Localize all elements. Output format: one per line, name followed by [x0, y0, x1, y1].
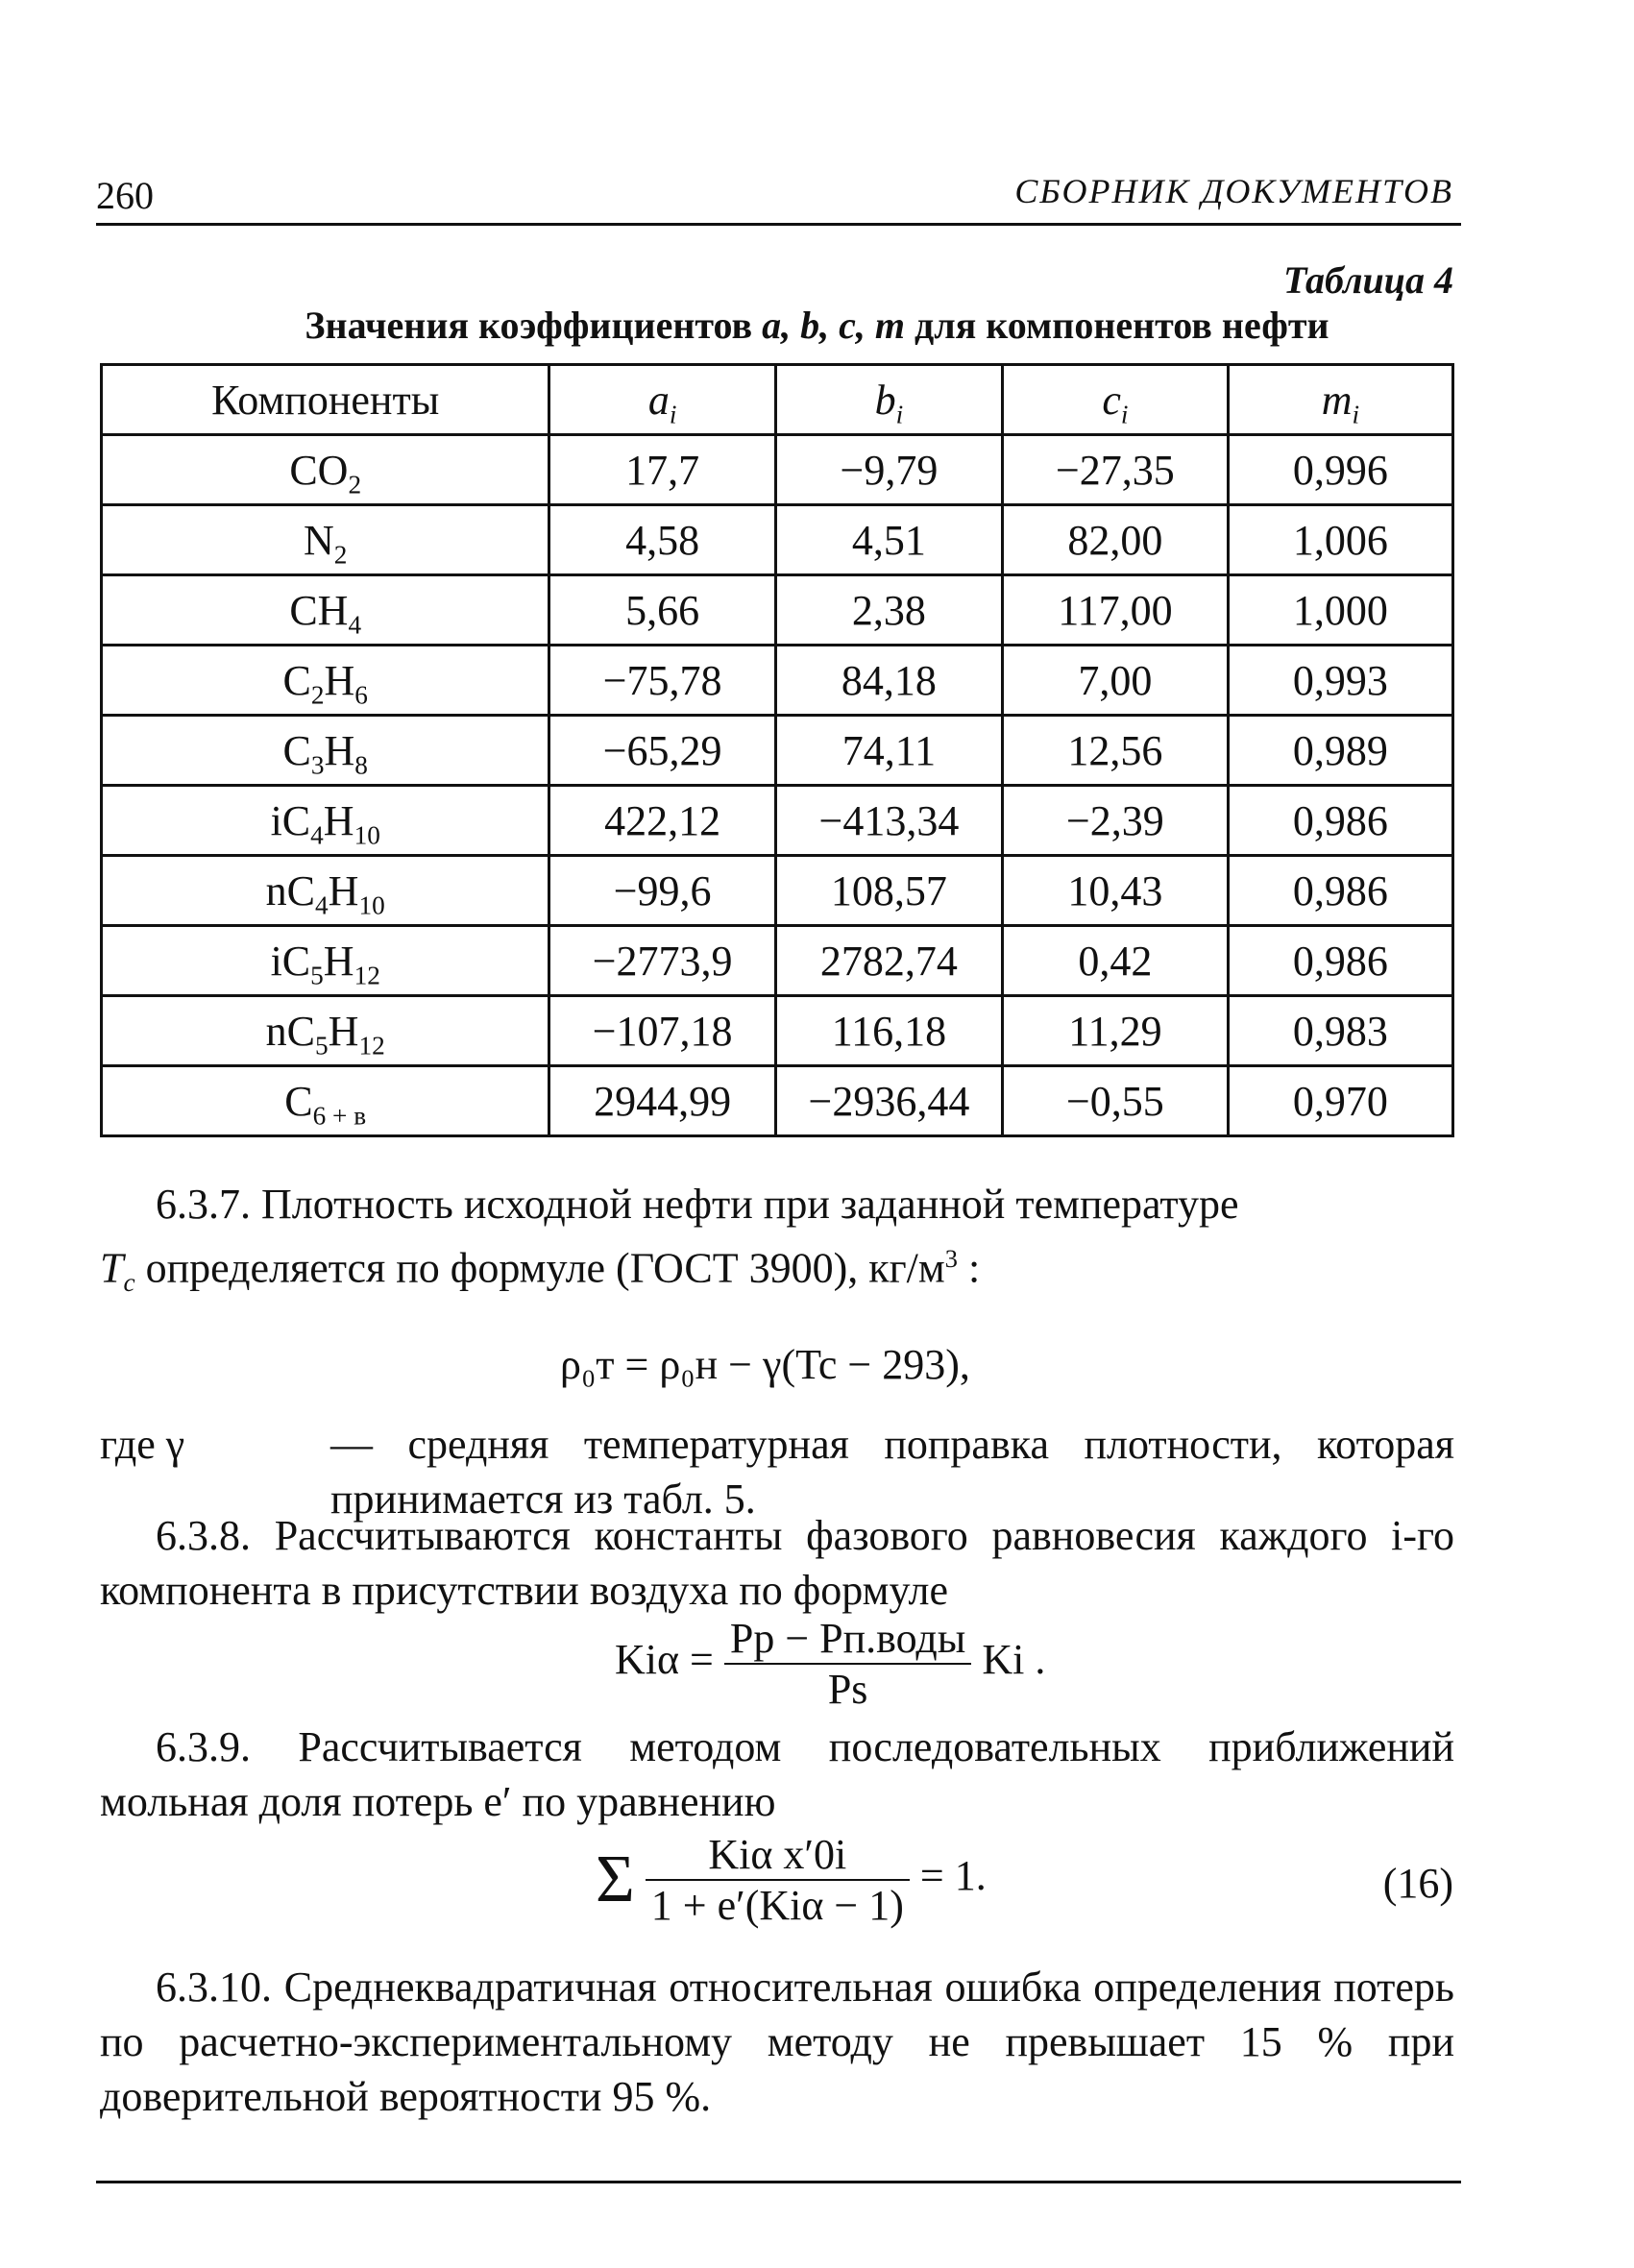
value-b-cell: −9,79: [775, 435, 1002, 505]
value-m-cell: 1,006: [1228, 505, 1452, 575]
value-m-cell: 0,986: [1228, 856, 1452, 926]
value-c-cell: 7,00: [1002, 646, 1228, 716]
equation-number: (16): [1382, 1860, 1453, 1907]
component-cell: $iC_4H_{10}$: [102, 786, 549, 856]
table-row: [102, 716, 1453, 786]
component-cell: $N_2$: [102, 505, 549, 575]
value-b-cell: 108,57: [775, 856, 1002, 926]
paragraph-6-3-9: 6.3.9. Рассчитывается методом последовательных приближений мольная доля потерь e′ по уравнению: [100, 1723, 1454, 1825]
value-a-cell: 17,7: [549, 435, 775, 505]
value-m-cell: 0,986: [1228, 926, 1452, 996]
paragraph-6-3-10: 6.3.10. Среднеквадратичная относительная ошибка определения потерь по расчетно-экспериментальному методу не превышает 15 % при доверительной вероятности 95 %.: [100, 1963, 1454, 2120]
component-cell: $C_{6 + в}$: [102, 1066, 549, 1136]
value-c-cell: 117,00: [1002, 575, 1228, 646]
component-cell: $CO_2$: [102, 435, 549, 505]
value-a-cell: −107,18: [549, 996, 775, 1066]
header-components: Компоненты: [102, 365, 549, 435]
value-c-cell: 10,43: [1002, 856, 1228, 926]
p637-line1: 6.3.7. Плотность исходной нефти при заданной температуре: [156, 1181, 1239, 1228]
value-b-cell: 116,18: [775, 996, 1002, 1066]
caption-prefix: Значения коэффициентов: [305, 304, 753, 347]
table-label: Таблица 4: [1283, 258, 1453, 302]
p637-line2: $T_c$ определяется по формуле (ГОСТ 3900), $кг/м^3$ :: [100, 1244, 981, 1298]
component-cell: $nC_5H_{12}$: [102, 996, 549, 1066]
value-m-cell: 0,983: [1228, 996, 1452, 1066]
caption-symbols: a, b, c, m: [762, 304, 905, 347]
caption-suffix: для компонентов нефти: [914, 304, 1329, 347]
footer-rule: [96, 2181, 1461, 2183]
formula-phase-constant: [615, 1614, 1045, 1714]
running-title: СБОРНИК ДОКУМЕНТОВ: [1014, 172, 1453, 210]
table-row: [102, 996, 1453, 1066]
value-m-cell: 1,000: [1228, 575, 1452, 646]
where-text: — средняя температурная поправка плотности, которая принимается из табл. 5.: [330, 1421, 1454, 1523]
value-a-cell: −99,6: [549, 856, 775, 926]
header-a: $a_i$: [549, 365, 775, 435]
formula-density: ρ₀т = ρ₀н − γ(Tc − 293),: [560, 1341, 970, 1388]
coefficients-table: [100, 363, 1454, 1137]
value-b-cell: −2936,44: [775, 1066, 1002, 1136]
header-rule: [96, 223, 1461, 226]
table-row: [102, 575, 1453, 646]
value-a-cell: 422,12: [549, 786, 775, 856]
table-header-row: [102, 365, 1453, 435]
component-cell: $C_3H_8$: [102, 716, 549, 786]
component-cell: $C_2H_6$: [102, 646, 549, 716]
formula3-fraction: $\frac{\text{Kiα x′0i}}{\text{1 + e′(Kiα − 1)}}$: [646, 1830, 910, 1930]
table-row: [102, 1066, 1453, 1136]
where-label: где γ: [100, 1421, 185, 1468]
value-a-cell: −65,29: [549, 716, 775, 786]
value-m-cell: 0,993: [1228, 646, 1452, 716]
table-row: [102, 786, 1453, 856]
table-row: [102, 505, 1453, 575]
table-row: [102, 435, 1453, 505]
value-m-cell: 0,970: [1228, 1066, 1452, 1136]
formula2-fraction: $\frac{\text{Pр − Pп.воды}}{Ps}$: [724, 1614, 971, 1714]
value-b-cell: 4,51: [775, 505, 1002, 575]
value-b-cell: −413,34: [775, 786, 1002, 856]
component-cell: $CH_4$: [102, 575, 549, 646]
value-c-cell: 0,42: [1002, 926, 1228, 996]
value-b-cell: 74,11: [775, 716, 1002, 786]
component-cell: $iC_5H_{12}$: [102, 926, 549, 996]
table-row: [102, 646, 1453, 716]
paragraph-6-3-8: 6.3.8. Рассчитываются константы фазового равновесия каждого i-го компонента в присутствии воздуха по формуле: [100, 1512, 1454, 1614]
paragraph-6-3-7: [100, 1177, 1454, 1296]
value-m-cell: 0,996: [1228, 435, 1452, 505]
value-b-cell: 2782,74: [775, 926, 1002, 996]
value-c-cell: 11,29: [1002, 996, 1228, 1066]
header-c: $c_i$: [1002, 365, 1228, 435]
value-c-cell: −27,35: [1002, 435, 1228, 505]
formula-losses: [596, 1830, 987, 1930]
value-c-cell: 82,00: [1002, 505, 1228, 575]
value-m-cell: 0,989: [1228, 716, 1452, 786]
component-cell: $nC_4H_{10}$: [102, 856, 549, 926]
formula2-right: Ki .: [982, 1636, 1046, 1684]
page-number: 260: [96, 174, 154, 217]
value-m-cell: 0,986: [1228, 786, 1452, 856]
table-row: [102, 856, 1453, 926]
value-c-cell: −2,39: [1002, 786, 1228, 856]
formula3-right: = 1.: [919, 1852, 987, 1900]
table-caption: [0, 303, 1634, 348]
value-a-cell: 5,66: [549, 575, 775, 646]
header-m: $m_i$: [1228, 365, 1452, 435]
value-a-cell: 4,58: [549, 505, 775, 575]
value-b-cell: 2,38: [775, 575, 1002, 646]
value-a-cell: −2773,9: [549, 926, 775, 996]
formula2-left: Kiα =: [615, 1636, 714, 1684]
table-row: [102, 926, 1453, 996]
value-c-cell: −0,55: [1002, 1066, 1228, 1136]
value-a-cell: −75,78: [549, 646, 775, 716]
value-a-cell: 2944,99: [549, 1066, 775, 1136]
sum-sign: Σ: [596, 1842, 635, 1916]
value-b-cell: 84,18: [775, 646, 1002, 716]
header-b: $b_i$: [775, 365, 1002, 435]
value-c-cell: 12,56: [1002, 716, 1228, 786]
